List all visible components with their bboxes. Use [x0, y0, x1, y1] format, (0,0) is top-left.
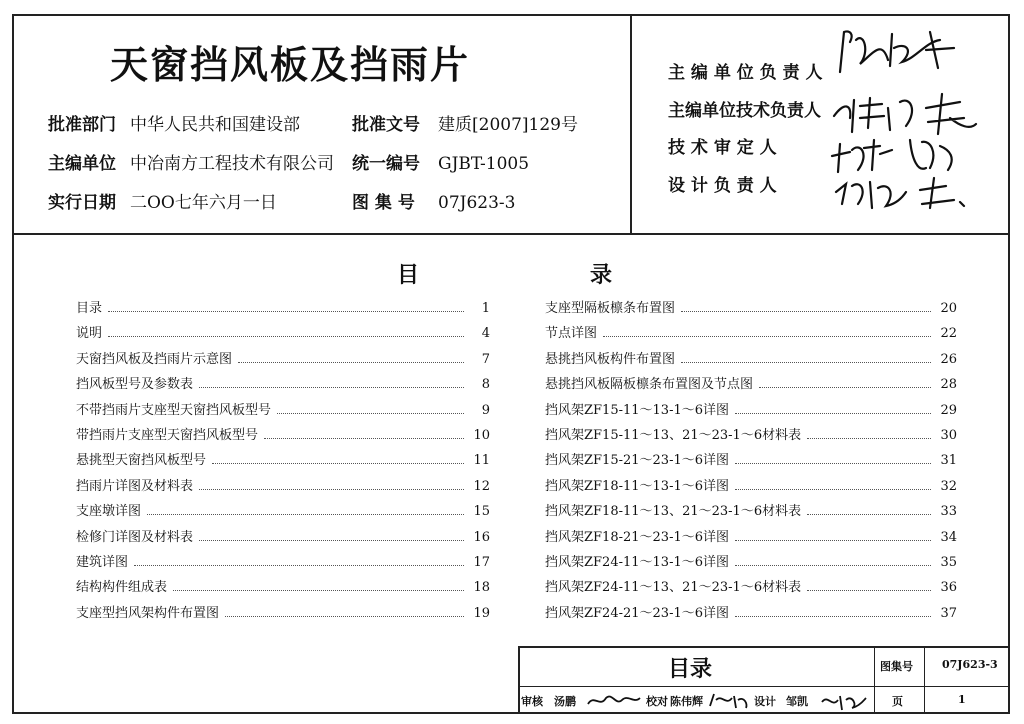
toc-entry-title: 说明 — [76, 326, 103, 342]
toc-entry — [545, 372, 957, 392]
toc-leader-dots — [147, 514, 464, 515]
toc-entry — [76, 474, 490, 494]
toc-leader-dots — [264, 438, 464, 439]
toc-entry-page: 12 — [473, 478, 490, 494]
toc-entry — [76, 525, 490, 545]
toc-entry — [545, 575, 957, 595]
toc-entry-page: 35 — [940, 555, 957, 570]
toc-leader-dots — [735, 489, 931, 490]
toc-leader-dots — [238, 362, 464, 363]
toc-leader-dots — [603, 336, 931, 337]
toc-entry-page: 29 — [940, 402, 957, 418]
toc-leader-dots — [225, 616, 464, 617]
review-name: 汤鹏 — [554, 695, 576, 708]
toc-leader-dots — [735, 463, 931, 464]
meta-row-editor — [48, 149, 529, 174]
review-label: 审核 — [521, 695, 543, 708]
toc-leader-dots — [173, 590, 464, 591]
toc-entry-title: 悬挑挡风板构件布置图 — [545, 351, 676, 367]
toc-leader-dots — [807, 438, 931, 439]
toc-leader-dots — [277, 413, 464, 414]
toc-entry — [76, 423, 490, 443]
toc-entry-title: 节点详图 — [545, 326, 598, 342]
toc-entry — [76, 575, 490, 595]
toc-entry — [76, 398, 490, 418]
toc-leader-dots — [681, 311, 931, 312]
toc-entry-title: 挡风架ZF18-21～23-1～6详图 — [545, 529, 730, 545]
toc-entry-title: 悬挑挡风板隔板檩条布置图及节点图 — [545, 377, 754, 393]
toc-entry-title: 挡风架ZF15-11～13、21～23-1～6材料表 — [545, 428, 802, 443]
toc-entry — [545, 423, 957, 443]
toc-entry-page: 30 — [940, 428, 957, 443]
toc-entry-title: 支座墩详图 — [76, 504, 142, 520]
toc-entry-page: 4 — [481, 326, 490, 342]
proof-signature — [706, 690, 752, 712]
toc-entry-page: 16 — [473, 529, 490, 545]
toc-entry — [545, 601, 957, 621]
title-block-atlas-value: 07J623-3 — [942, 658, 998, 671]
toc-entry-title: 挡风架ZF18-11～13-1～6详图 — [545, 478, 730, 494]
toc-entry-title: 结构构件组成表 — [76, 580, 168, 596]
toc-entry — [545, 347, 957, 367]
toc-leader-dots — [108, 311, 464, 312]
title-block-atlas-label: 图集号 — [880, 660, 913, 673]
toc-entry — [545, 321, 957, 341]
approval-dept-value: 中华人民共和国建设部 — [130, 115, 300, 135]
toc-entry-page: 26 — [940, 351, 957, 367]
toc-entry — [76, 372, 490, 392]
effective-date-value: 二OO七年六月一日 — [130, 193, 277, 213]
meta-row-date — [48, 188, 515, 213]
meta-row-approval — [48, 110, 578, 135]
toc-entry — [545, 398, 957, 418]
toc-leader-dots — [199, 387, 464, 388]
toc-entry — [545, 448, 957, 468]
toc-entry — [76, 296, 490, 316]
toc-entry — [76, 347, 490, 367]
page-label: 页 — [892, 695, 903, 708]
editor-unit-label: 主编单位 — [48, 154, 116, 174]
review-signature — [584, 690, 644, 712]
toc-entry-title: 挡风架ZF24-11～13、21～23-1～6材料表 — [545, 580, 802, 596]
title-block-title: 目录 — [668, 656, 713, 682]
toc-entry-page: 34 — [940, 529, 957, 545]
approval-doc-value: 建质[2007]129号 — [438, 115, 578, 135]
signature-label: 设 计 负 责 人 — [668, 176, 777, 196]
proof-label: 校对 — [646, 695, 668, 708]
toc-entry-page: 32 — [940, 478, 957, 494]
proof-name: 陈伟辉 — [670, 695, 703, 708]
toc-entry-title: 不带挡雨片支座型天窗挡风板型号 — [76, 402, 272, 418]
toc-leader-dots — [807, 590, 931, 591]
atlas-no-label: 图 集 号 — [352, 193, 415, 213]
toc-entry-title: 挡风架ZF24-21～23-1～6详图 — [545, 605, 730, 621]
design-label: 设计 — [754, 695, 776, 708]
signature-row — [668, 133, 828, 158]
toc-leader-dots — [735, 413, 931, 414]
toc-entry-page: 7 — [481, 351, 490, 367]
toc-leader-dots — [212, 463, 464, 464]
toc-entry-page: 18 — [473, 580, 490, 596]
toc-leader-dots — [735, 616, 931, 617]
toc-entry-page: 33 — [940, 504, 957, 520]
toc-entry-page: 9 — [481, 402, 490, 418]
toc-entry — [76, 448, 490, 468]
toc-entry-page: 1 — [481, 301, 490, 316]
toc-entry-title: 支座型挡风架构件布置图 — [76, 605, 220, 621]
toc-entry-title: 目录 — [76, 301, 103, 316]
toc-entry-page: 15 — [473, 504, 490, 520]
toc-entry-title: 悬挑型天窗挡风板型号 — [76, 453, 207, 469]
toc-entry-title: 建筑详图 — [76, 555, 129, 570]
page-value: 1 — [958, 693, 966, 706]
signature-label: 主编单位技术负责人 — [668, 101, 821, 121]
toc-leader-dots — [108, 336, 464, 337]
atlas-title: 天窗挡风板及挡雨片 — [110, 42, 471, 87]
toc-leader-dots — [199, 489, 464, 490]
toc-leader-dots — [735, 565, 931, 566]
toc-entry-page: 19 — [473, 605, 490, 621]
handwritten-signatures — [830, 22, 1000, 212]
toc-heading-left: 目 — [397, 262, 420, 288]
signature-row — [668, 96, 828, 121]
toc-entry — [76, 550, 490, 570]
toc-heading-right: 录 — [590, 262, 613, 288]
toc-entry-page: 28 — [940, 377, 957, 393]
toc-leader-dots — [759, 387, 931, 388]
signature-row — [668, 171, 828, 196]
toc-leader-dots — [134, 565, 464, 566]
design-signature — [818, 690, 870, 712]
toc-entry-page: 36 — [940, 580, 957, 596]
toc-entry — [545, 550, 957, 570]
toc-entry-title: 挡雨片详图及材料表 — [76, 478, 194, 494]
toc-entry-title: 天窗挡风板及挡雨片示意图 — [76, 351, 233, 367]
toc-entry-title: 挡风板型号及参数表 — [76, 377, 194, 393]
toc-entry-title: 挡风架ZF24-11～13-1～6详图 — [545, 555, 730, 570]
toc-entry — [76, 499, 490, 519]
header-divider — [12, 233, 1010, 235]
toc-leader-dots — [807, 514, 931, 515]
toc-leader-dots — [735, 540, 931, 541]
toc-entry-title: 挡风架ZF15-21～23-1～6详图 — [545, 453, 730, 469]
title-block — [518, 646, 1010, 714]
toc-entry — [545, 296, 957, 316]
design-name: 邹凯 — [786, 695, 808, 708]
toc-entry — [545, 525, 957, 545]
toc-entry-page: 8 — [481, 377, 490, 393]
toc-entry-page: 11 — [473, 453, 490, 469]
toc-entry-title: 带挡雨片支座型天窗挡风板型号 — [76, 428, 259, 443]
toc-entry-title: 挡风架ZF18-11～13、21～23-1～6材料表 — [545, 504, 802, 520]
toc-entry-page: 20 — [940, 301, 957, 316]
toc-entry-title: 检修门详图及材料表 — [76, 529, 194, 545]
atlas-no-value: 07J623-3 — [438, 193, 516, 213]
toc-entry-page: 22 — [940, 326, 957, 342]
toc-entry — [545, 474, 957, 494]
toc-entry-page: 10 — [473, 428, 490, 443]
unified-no-label: 统一编号 — [352, 154, 420, 174]
toc-entry-page: 17 — [473, 555, 490, 570]
editor-unit-value: 中冶南方工程技术有限公司 — [130, 154, 334, 174]
toc-entry-title: 挡风架ZF15-11～13-1～6详图 — [545, 402, 730, 418]
toc-entry-page: 31 — [940, 453, 957, 469]
approval-doc-label: 批准文号 — [352, 115, 420, 135]
toc-entry-title: 支座型隔板檩条布置图 — [545, 301, 676, 316]
toc-leader-dots — [199, 540, 464, 541]
approval-dept-label: 批准部门 — [48, 115, 116, 135]
toc-entry-page: 37 — [940, 605, 957, 621]
toc-entry — [76, 601, 490, 621]
signature-row — [668, 58, 828, 83]
effective-date-label: 实行日期 — [48, 193, 116, 213]
toc-entry — [545, 499, 957, 519]
unified-no-value: GJBT-1005 — [438, 154, 530, 174]
toc-entry — [76, 321, 490, 341]
signature-label: 主 编 单 位 负 责 人 — [668, 63, 823, 83]
signature-label: 技 术 审 定 人 — [668, 138, 777, 158]
toc-leader-dots — [681, 362, 931, 363]
